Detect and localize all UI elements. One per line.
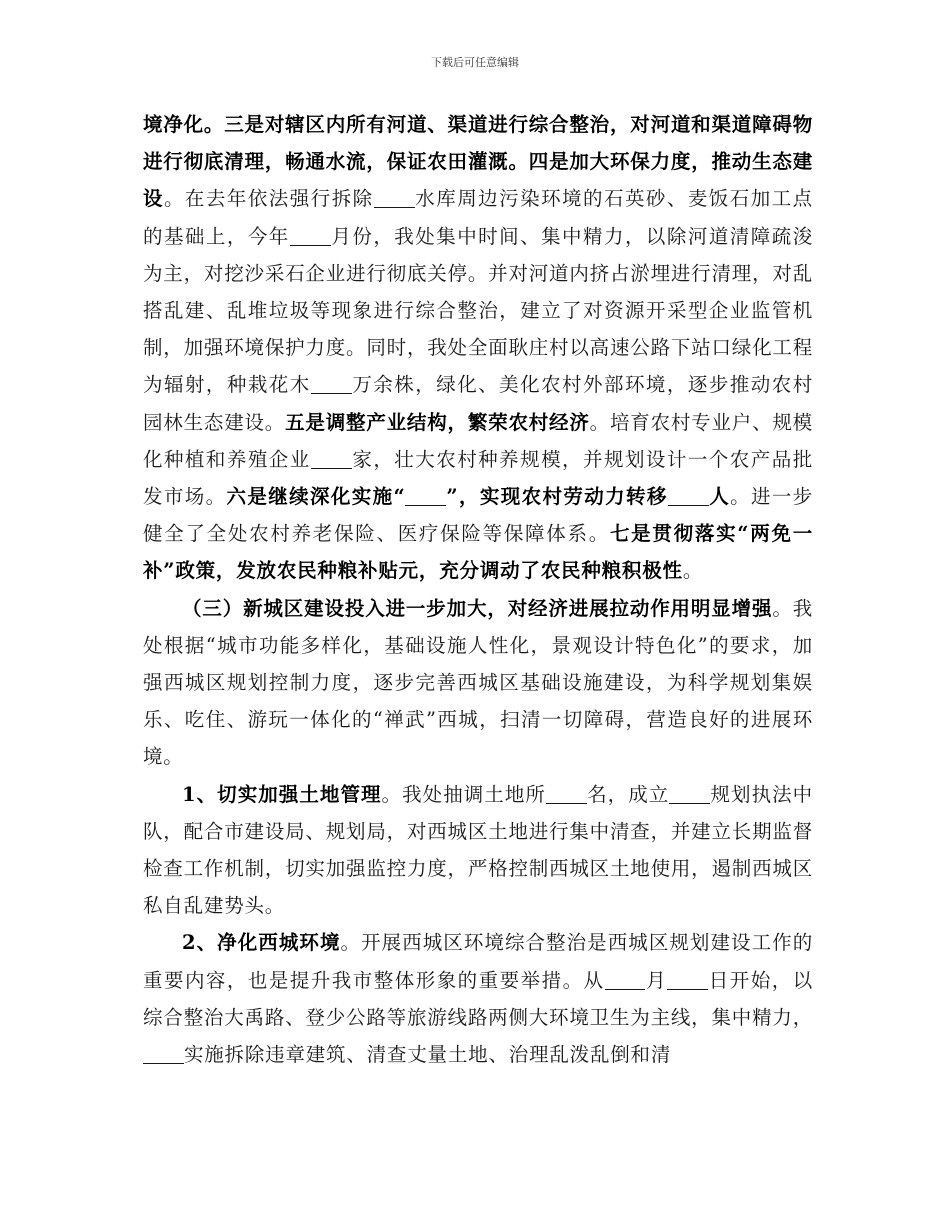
fill-blank — [669, 783, 710, 804]
text-bold: ”，实现农村劳动力转移 — [446, 485, 668, 509]
page-header: 下载后可任意编辑 — [431, 56, 519, 69]
fill-blank — [311, 374, 352, 395]
fill-blank — [374, 188, 415, 209]
text: 。在去年依法强行拆除 — [163, 187, 374, 211]
item-heading: 2、净化西城环境 — [182, 931, 341, 955]
text: 水库周边污染环境的石英砂、麦饭石加工点的基础上，今年 — [143, 187, 813, 248]
paragraph-rural-work — [143, 106, 813, 590]
fill-blank — [667, 969, 708, 990]
section-heading: （三）新城区建设投入进一步加大，对经济进展拉动作用明显增强 — [182, 596, 773, 620]
paragraph-new-district — [143, 590, 813, 776]
fill-blank — [668, 485, 709, 506]
paragraph-land-management — [143, 776, 813, 925]
text: 。培育农村专业户、规模化种植和养殖企业 — [143, 410, 813, 471]
item-heading: 1、切实加强土地管理 — [182, 782, 382, 806]
text-bold: 五是调整产业结构，繁荣农村经济 — [285, 410, 590, 434]
text: 。开展西城区环境综合整治是西城区规划建设工作的重要内容，也是提升我市整体形象的重要举措。从 — [143, 931, 814, 992]
text-bold: 七是贯彻落实“两免一补”政策，发放农民种粮补贴元，充分调动了农民种粮积极性 — [143, 522, 813, 583]
text: 。 — [682, 559, 704, 583]
fill-blank — [143, 1044, 184, 1065]
text: 名，成立 — [586, 782, 670, 806]
fill-blank — [311, 448, 352, 469]
paragraph-environment — [143, 924, 813, 1073]
fill-blank — [546, 783, 587, 804]
text: 日开始，以综合整治大禹路、登少公路等旅游线路两侧大环境卫生为主线，集中精力， — [143, 968, 813, 1029]
fill-blank — [605, 969, 646, 990]
fill-blank — [290, 225, 331, 246]
text: 万余株，绿化、美化农村外部环境，逐步推动农村园林生态建设。 — [143, 373, 813, 434]
text-bold: 四是加大环保力度，推动生态建设 — [143, 150, 814, 211]
text-bold: 境净化。三是对辖区内所有河道、渠道进行综合整治，对河道和渠道障碍物进行彻底清理，畅通水流，保证农田灌溉。 — [143, 113, 813, 174]
text: 。我处抽调土地所 — [381, 782, 546, 806]
text: 家，壮大农村种养规模，并规划设计一个农产品批发市场。 — [143, 447, 813, 509]
text: 实施拆除违章建筑、清查丈量土地、治理乱泼乱倒和清 — [183, 1043, 672, 1067]
text: 规划执法中队，配合市建设局、规划局，对西城区土地进行集中清查，并建立长期监督检查工作机制，切实加强监控力度，严格控制西城区土地使用，遏制西城区私自乱建势头。 — [143, 782, 813, 918]
fill-blank — [405, 485, 446, 506]
text: 月份，我处集中时间、集中精力，以除河道清障疏浚为主，对挖沙采石企业进行彻底关停。并对河道内挤占淤埋进行清理，对乱搭乱建、乱堆垃圾等现象进行综合整治，建立了对资源开采型企业监管机制，加强环境保护力度。同时，我处全面耿庄村以高速公路下站口绿化工程为辐射，种栽花木 — [143, 224, 813, 397]
text: 。我处根据“城市功能多样化，基础设施人性化，景观设计特色化”的要求，加强西城区规划控制力度，逐步完善西城区基础设施建设，为科学规划集娱乐、吃住、游玩一体化的“禅武”西城，扫清一切障碍，营造良好的进展环境。 — [143, 596, 814, 769]
text-bold: 人 — [708, 485, 731, 509]
text-bold: 六是继续深化实施“ — [226, 485, 406, 509]
text: 月 — [645, 968, 668, 992]
document-body — [143, 106, 813, 1073]
text: 。进一步健全了全处农村养老保险、医疗保险等保障体系。 — [143, 485, 814, 546]
